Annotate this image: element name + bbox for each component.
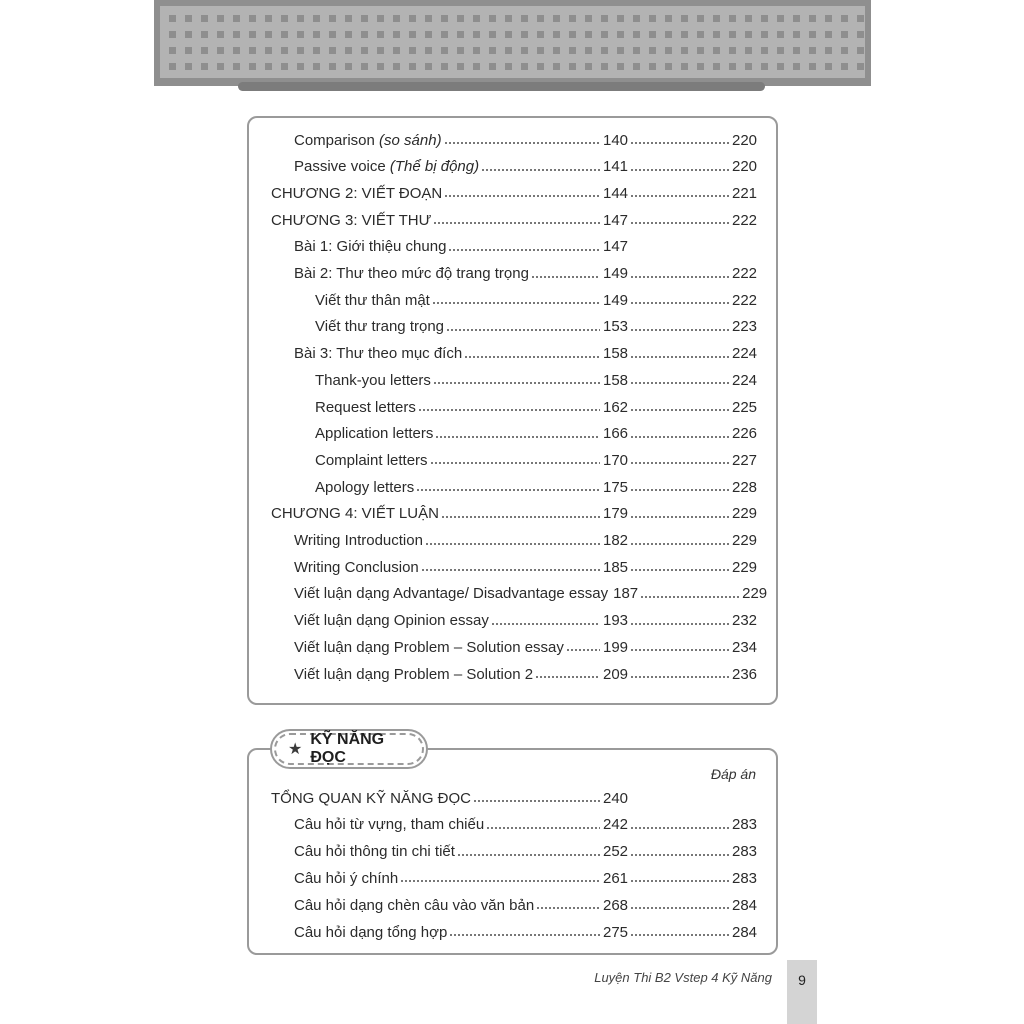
- dot-leader: [433, 381, 600, 385]
- dot-leader: [531, 275, 600, 279]
- toc-row: [294, 921, 756, 943]
- toc-page-number: 179: [603, 505, 629, 523]
- toc-page-number: 149: [603, 291, 629, 309]
- toc-answer-page: 229: [732, 505, 758, 523]
- star-icon: ★: [288, 741, 303, 758]
- dot-leader: [630, 515, 729, 519]
- toc-entry-label: Writing Conclusion: [294, 558, 419, 576]
- header-pattern-band: [154, 0, 871, 86]
- dot-leader: [433, 221, 600, 225]
- dot-leader: [446, 328, 600, 332]
- dot-leader: [630, 648, 729, 652]
- toc-page-number: 193: [603, 612, 629, 630]
- toc-answer-page: 223: [732, 318, 758, 336]
- toc-row: [294, 530, 756, 552]
- dot-leader: [630, 301, 729, 305]
- toc-page-number: 166: [603, 425, 629, 443]
- dot-leader: [481, 168, 600, 172]
- dot-leader: [630, 461, 729, 465]
- toc-entry-label: Writing Introduction: [294, 532, 423, 549]
- toc-page-number: 268: [603, 896, 629, 914]
- toc-page-number: 209: [603, 665, 629, 683]
- dot-leader: [630, 853, 729, 857]
- toc-answer-page: 222: [732, 211, 758, 229]
- toc-answer-page: 224: [732, 371, 758, 389]
- toc-page-number: 240: [603, 789, 629, 807]
- dot-leader: [630, 275, 729, 279]
- page-number-tab: [787, 960, 817, 1024]
- toc-entry-label: Bài 2: Thư theo mức độ trang trọng: [294, 265, 529, 282]
- toc-row: [315, 449, 756, 471]
- dot-leader: [640, 595, 739, 599]
- toc-answer-page: 225: [732, 398, 758, 416]
- dot-leader: [630, 488, 729, 492]
- dot-leader: [630, 381, 729, 385]
- answer-column-header: Đáp án: [710, 766, 756, 782]
- dot-leader: [536, 906, 600, 910]
- toc-row: [294, 156, 756, 178]
- dot-leader: [566, 648, 600, 652]
- toc-row: [294, 867, 756, 889]
- toc-row: [271, 503, 756, 525]
- dot-leader: [630, 194, 729, 198]
- toc-row: [294, 814, 756, 836]
- toc-entry-label: Complaint letters: [315, 451, 428, 469]
- toc-page-number: 149: [603, 265, 629, 282]
- toc-page-number: 242: [603, 816, 629, 834]
- toc-entry-label: Viết thư trang trọng: [315, 318, 445, 336]
- toc-page-number: 275: [603, 923, 629, 941]
- toc-page-number: 175: [603, 478, 629, 496]
- toc-answer-page: 234: [732, 638, 758, 656]
- toc-row: [294, 236, 756, 258]
- dot-leader: [444, 194, 600, 198]
- toc-answer-page: 284: [732, 923, 758, 941]
- dot-leader: [630, 568, 729, 572]
- toc-page-number: 199: [603, 638, 629, 656]
- dot-leader: [425, 542, 600, 546]
- toc-row: [315, 289, 756, 311]
- toc-answer-page: 227: [732, 451, 758, 469]
- toc-page-number: 170: [603, 451, 629, 469]
- toc-entry-label: Apology letters: [315, 478, 415, 496]
- dot-leader: [630, 408, 729, 412]
- toc-page-number: 141: [603, 158, 629, 176]
- toc-entry-note: (Thể bị động): [389, 158, 480, 176]
- toc-entry-label: CHƯƠNG 2: VIẾT ĐOẠN: [271, 184, 443, 202]
- toc-answer-page: 226: [732, 425, 758, 443]
- toc-page-number: 162: [603, 398, 629, 416]
- dot-leader: [630, 879, 729, 883]
- toc-entry-label: Passive voice (Thể bị động): [294, 158, 480, 176]
- dot-leader: [486, 826, 600, 830]
- toc-entry-label: Thank-you letters: [315, 371, 431, 389]
- toc-entry-label: CHƯƠNG 4: VIẾT LUẬN: [271, 505, 439, 523]
- dot-leader: [444, 141, 600, 145]
- toc-answer-page: 229: [732, 532, 758, 549]
- toc-row: [294, 129, 756, 151]
- toc-page-number: 261: [603, 869, 629, 887]
- dot-leader: [630, 622, 729, 626]
- dot-leader: [435, 435, 600, 439]
- toc-entry-label: Viết luận dạng Problem – Solution 2: [294, 665, 534, 683]
- toc-row: [294, 263, 756, 285]
- dot-leader: [432, 301, 600, 305]
- toc-row: [294, 663, 756, 685]
- page-number: 9: [798, 972, 806, 988]
- toc-answer-page: 236: [732, 665, 758, 683]
- toc-answer-page: 224: [732, 345, 758, 363]
- dot-leader: [535, 675, 600, 679]
- dot-leader: [441, 515, 600, 519]
- toc-entry-label: Bài 3: Thư theo mục đích: [294, 345, 463, 363]
- dot-leader: [630, 826, 729, 830]
- toc-page-number: 147: [603, 238, 629, 256]
- dot-leader: [630, 221, 729, 225]
- dot-leader: [630, 933, 729, 937]
- dot-leader: [464, 355, 600, 359]
- toc-row: [294, 841, 756, 863]
- toc-answer-page: 283: [732, 843, 758, 861]
- toc-entry-label: Viết luận dạng Problem – Solution essay: [294, 638, 564, 656]
- dot-leader: [630, 328, 729, 332]
- toc-answer-page: 284: [732, 896, 758, 914]
- toc-entry-label: TỔNG QUAN KỸ NĂNG ĐỌC: [271, 789, 472, 807]
- toc-entry-label: Câu hỏi ý chính: [294, 869, 399, 887]
- reading-section-title: KỸ NĂNG ĐỌC: [310, 731, 385, 766]
- toc-row: [271, 209, 756, 231]
- dot-leader: [630, 435, 729, 439]
- toc-row: [271, 787, 756, 809]
- toc-answer-page: 220: [732, 131, 758, 149]
- toc-row: [315, 423, 756, 445]
- toc-row: [294, 610, 756, 632]
- dot-leader: [491, 622, 600, 626]
- toc-answer-page: 222: [732, 265, 758, 282]
- header-divider-bar: [238, 82, 765, 91]
- toc-entry-label: Request letters: [315, 398, 416, 416]
- toc-answer-page: 229: [742, 585, 768, 603]
- dot-leader: [448, 248, 600, 252]
- dot-leader: [630, 141, 729, 145]
- toc-entry-label: Câu hỏi dạng tổng hợp: [294, 923, 448, 941]
- toc-entry-label: Câu hỏi dạng chèn câu vào văn bản: [294, 896, 535, 914]
- toc-answer-page: 220: [732, 158, 758, 176]
- toc-entry-label: Câu hỏi thông tin chi tiết: [294, 843, 455, 861]
- toc-page-number: 252: [603, 843, 629, 861]
- toc-page-number: 182: [603, 532, 629, 549]
- dot-leader: [630, 906, 729, 910]
- toc-answer-page: 222: [732, 291, 758, 309]
- toc-row: [294, 583, 768, 605]
- toc-row: [315, 396, 756, 418]
- toc-page-number: 147: [603, 211, 629, 229]
- dot-leader: [400, 879, 600, 883]
- toc-entry-label: Viết luận dạng Opinion essay: [294, 612, 489, 630]
- toc-answer-page: 232: [732, 612, 758, 630]
- toc-page-number: 140: [603, 131, 629, 149]
- footer-book-title: Luyện Thi B2 Vstep 4 Kỹ Năng: [594, 970, 772, 985]
- toc-entry-label: Viết luận dạng Advantage/ Disadvantage essay: [294, 585, 609, 603]
- toc-row: [271, 182, 756, 204]
- toc-row: [294, 343, 756, 365]
- toc-row: [315, 316, 756, 338]
- toc-entry-label: Câu hỏi từ vựng, tham chiếu: [294, 816, 485, 834]
- toc-entry-note: (so sánh): [379, 131, 442, 149]
- toc-row: [294, 894, 756, 916]
- dot-leader: [473, 799, 600, 803]
- toc-page-number: 153: [603, 318, 629, 336]
- toc-page-number: 185: [603, 558, 629, 576]
- toc-answer-page: 221: [732, 184, 758, 202]
- dot-leader: [430, 461, 600, 465]
- dot-leader: [418, 408, 600, 412]
- toc-answer-page: 228: [732, 478, 758, 496]
- toc-entry-label: CHƯƠNG 3: VIẾT THƯ: [271, 211, 432, 229]
- toc-page-number: 158: [603, 345, 629, 363]
- toc-entry-label: Comparison (so sánh): [294, 131, 442, 149]
- dot-leader: [421, 568, 600, 572]
- dot-leader: [630, 675, 729, 679]
- toc-row: [294, 556, 756, 578]
- toc-page-number: 158: [603, 371, 629, 389]
- dot-leader: [630, 168, 729, 172]
- toc-answer-page: 283: [732, 869, 758, 887]
- toc-answer-page: 229: [732, 558, 758, 576]
- toc-entry-label: Bài 1: Giới thiệu chung: [294, 238, 447, 256]
- dot-leader: [416, 488, 600, 492]
- toc-answer-page: 283: [732, 816, 758, 834]
- dot-leader: [449, 933, 600, 937]
- toc-entry-label: Viết thư thân mật: [315, 291, 430, 309]
- toc-row: [294, 636, 756, 658]
- toc-row: [315, 369, 756, 391]
- toc-page-number: 144: [603, 184, 629, 202]
- reading-section-title-tab: [270, 729, 428, 769]
- dot-leader: [630, 355, 729, 359]
- dot-leader: [457, 853, 600, 857]
- toc-row: [315, 476, 756, 498]
- toc-entry-label: Application letters: [315, 425, 434, 443]
- dot-leader: [630, 542, 729, 546]
- toc-page-number: 187: [613, 585, 639, 603]
